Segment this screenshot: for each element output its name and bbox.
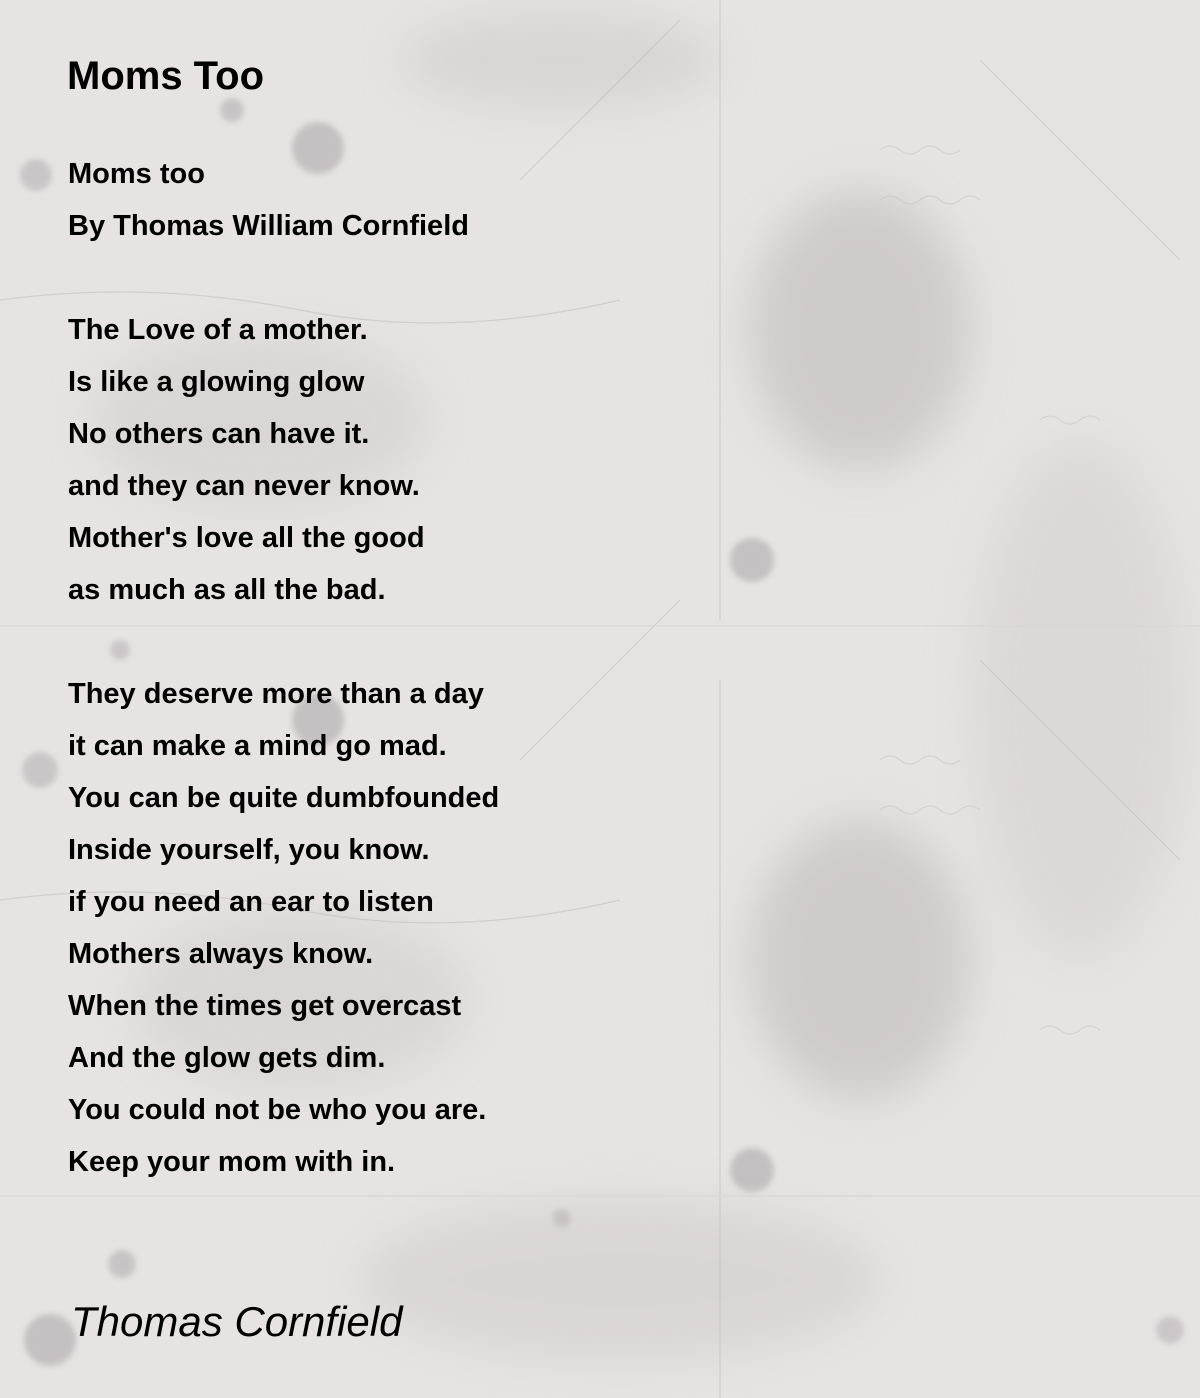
stanza-break	[68, 616, 499, 668]
stanza-2	[68, 668, 499, 1188]
poem-line: and they can never know.	[68, 470, 420, 502]
poem-heading: Moms too	[68, 158, 205, 190]
poem-line: You could not be who you are.	[68, 1094, 487, 1126]
poem-line: if you need an ear to listen	[68, 886, 434, 918]
poem-line: You can be quite dumbfounded	[68, 782, 500, 814]
page-title: Moms Too	[67, 54, 265, 98]
poem-line: No others can have it.	[68, 418, 370, 450]
poem-body	[68, 148, 499, 1188]
stanza-1	[68, 304, 499, 616]
poem-line: it can make a mind go mad.	[68, 730, 447, 762]
poem-line: Mothers always know.	[68, 938, 374, 970]
poem-line: And the glow gets dim.	[68, 1042, 386, 1074]
poem-line: Mother's love all the good	[68, 522, 425, 554]
poem-line: as much as all the bad.	[68, 574, 386, 606]
stanza-break	[68, 252, 499, 304]
poem-line: They deserve more than a day	[68, 678, 484, 710]
poem-line: Inside yourself, you know.	[68, 834, 430, 866]
poem-line: Keep your mom with in.	[68, 1146, 396, 1178]
poem-line: The Love of a mother.	[68, 314, 368, 346]
poem-line: Is like a glowing glow	[68, 366, 365, 398]
poem-byline: By Thomas William Cornfield	[68, 210, 469, 242]
author-signature: Thomas Cornfield	[71, 1298, 403, 1345]
poem-line: When the times get overcast	[68, 990, 462, 1022]
